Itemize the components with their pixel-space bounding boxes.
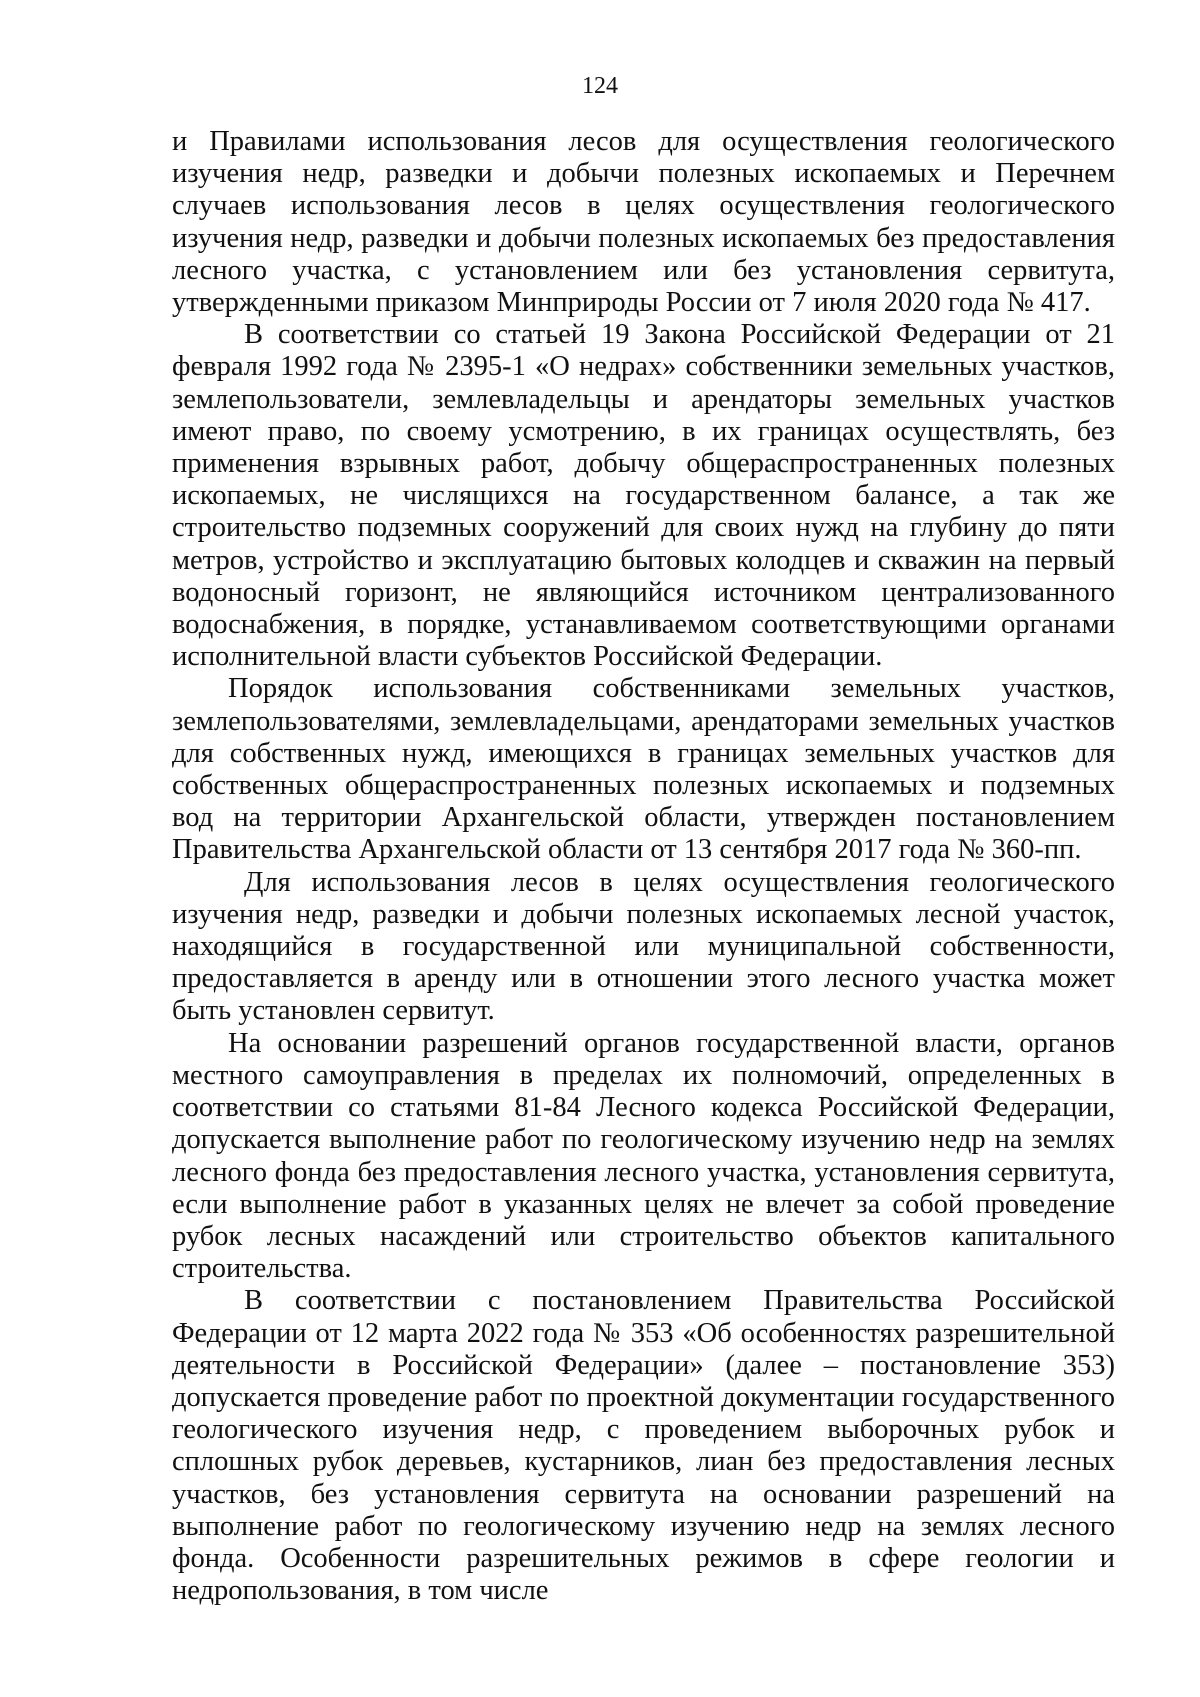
paragraph-5: На основании разрешений органов государственной власти, органов местного самоуправления в пределах их полномочий, определенных в соответствии со статьями 81-84 Лесного кодекса Российской Федерации, допускается выполнение работ по геологическому изучению недр на землях лесного фонда без предоставления лесного участка, установления сервитута, если выполнение работ в указанных целях не влечет за собой проведение рубок лесных насаждений или строительство объектов капитального строительства.	[172, 1027, 1115, 1285]
paragraph-4: Для использования лесов в целях осуществления геологического изучения недр, разведки и добычи полезных ископаемых лесной участок, находящийся в государственной или муниципальной собственности, предоставляется в аренду или в отношении этого лесного участка может быть установлен сервитут.	[172, 866, 1115, 1027]
paragraph-2: В соответствии со статьей 19 Закона Российской Федерации от 21 февраля 1992 года № 2395-1 «О недрах» собственники земельных участков, землепользователи, землевладельцы и арендаторы земельных участков имеют право, по своему усмотрению, в их границах осуществлять, без применения взрывных работ, добычу общераспространенных полезных ископаемых, не числящихся на государственном балансе, а так же строительство подземных сооружений для своих нужд на глубину до пяти метров, устройство и эксплуатацию бытовых колодцев и скважин на первый водоносный горизонт, не являющийся источником централизованного водоснабжения, в порядке, устанавливаемом соответствующими органами исполнительной власти субъектов Российской Федерации.	[172, 319, 1115, 673]
paragraph-6: В соответствии с постановлением Правительства Российской Федерации от 12 марта 2022 года № 353 «Об особенностях разрешительной деятельности в Российской Федерации» (далее – постановление 353) допускается проведение работ по проектной документации государственного геологического изучения недр, с проведением выборочных рубок и сплошных рубок деревьев, кустарников, лиан без предоставления лесных участков, без установления сервитута на основании разрешений на выполнение работ по геологическому изучению недр на землях лесного фонда. Особенности разрешительных режимов в сфере геологии и недропользования, в том числе	[172, 1285, 1115, 1607]
page-number: 124	[582, 73, 618, 99]
paragraph-1: и Правилами использования лесов для осуществления геологического изучения недр, разведки и добычи полезных ископаемых и Перечнем случаев использования лесов в целях осуществления геологического изучения недр, разведки и добычи полезных ископаемых без предоставления лесного участка, с установлением или без установления сервитута, утвержденными приказом Минприроды России от 7 июля 2020 года № 417.	[172, 126, 1115, 319]
document-body	[172, 126, 1115, 1607]
paragraph-3: Порядок использования собственниками земельных участков, землепользователями, землевладельцами, арендаторами земельных участков для собственных нужд, имеющихся в границах земельных участков для собственных общераспространенных полезных ископаемых и подземных вод на территории Архангельской области, утвержден постановлением Правительства Архангельской области от 13 сентября 2017 года № 360-пп.	[172, 673, 1115, 866]
